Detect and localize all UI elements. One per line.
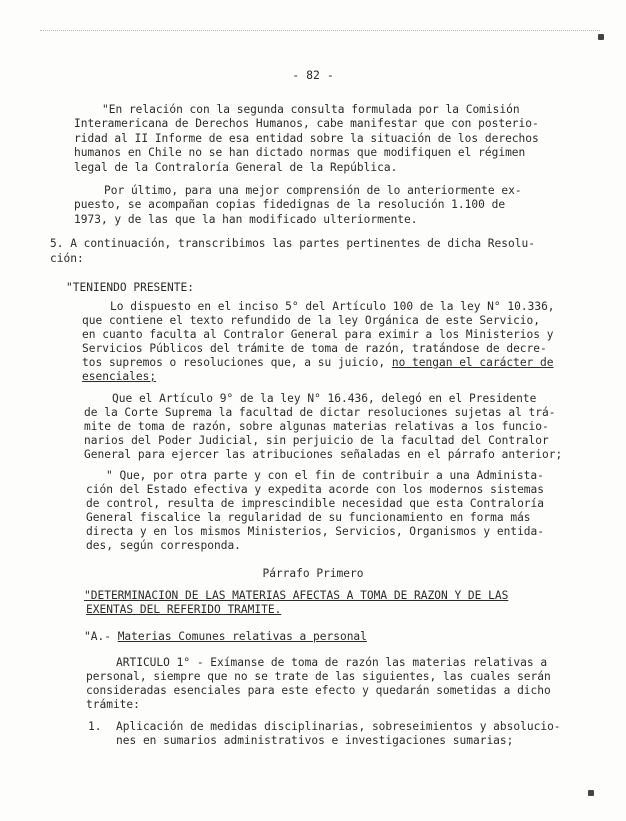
underlined-text: esenciales; <box>82 370 157 383</box>
section-title: "DETERMINACION DE LAS MATERIAS AFECTAS A TOMA DE RAZON Y DE LAS <box>84 589 509 602</box>
subsection-prefix: "A.- <box>84 630 118 643</box>
text-line: en cuanto faculta al Contralor General para eximir a los Ministerios y <box>82 328 554 341</box>
text-line: ridad al II Informe de esa entidad sobre la situación de los derechos <box>74 132 539 145</box>
section-title: EXENTAS DEL REFERIDO TRAMITE. <box>86 603 282 616</box>
section-heading: "TENIENDO PRESENTE: <box>66 281 194 294</box>
top-rule <box>40 30 600 32</box>
text-line: puesto, se acompañan copias fidedignas de la resolución 1.100 de <box>74 198 506 211</box>
underlined-text: Materias Comunes relativas a personal <box>117 630 367 643</box>
margin-mark <box>598 34 604 40</box>
text-line: directa y en los mismos Ministerios, Servicios, Organismos y entida- <box>86 525 545 538</box>
text-line <box>82 356 554 370</box>
list-item: Aplicación de medidas disciplinarias, sobreseimientos y absolucio- <box>116 720 561 733</box>
underlined-text: no tengan el carácter de <box>391 356 554 369</box>
page-number: - 82 - <box>292 68 334 82</box>
text-line: de la Corte Suprema la facultad de dictar resoluciones sujetas al trá- <box>84 406 556 419</box>
text-span: tos supremos o resoluciones que, a su juicio, <box>82 356 392 369</box>
text-line: Lo dispuesto en el inciso 5° del Artículo 100 de la ley N° 10.336, <box>110 300 555 313</box>
text-line: legal de la Contraloría General de la República. <box>74 161 398 174</box>
text-line: narios del Poder Judicial, sin perjuicio de la facultad del Contralor <box>84 434 549 447</box>
text-line: General para ejercer las atribuciones señaladas en el párrafo anterior; <box>84 448 563 461</box>
text-line: ción: <box>50 252 84 265</box>
text-line: " Que, por otra parte y con el fin de contribuir a una Administa- <box>106 469 544 482</box>
text-line: consideradas esenciales para este efecto y quedarán sometidas a dicho <box>86 684 551 697</box>
text-line: 5. A continuación, transcribimos las partes pertinentes de dicha Resolu- <box>50 237 535 250</box>
text-line: ción del Estado efectiva y expedita acorde con los modernos sistemas <box>86 483 545 496</box>
text-line: "En relación con la segunda consulta formulada por la Comisión <box>102 103 520 116</box>
text-line: Que el Artículo 9° de la ley N° 16.436, delegó en el Presidente <box>112 392 537 405</box>
text-line: mite de toma de razón, sobre algunas materias relativas a los funcio- <box>84 420 549 433</box>
text-line: ARTICULO 1° - Exímanse de toma de razón las materias relativas a <box>116 656 548 669</box>
text-line: Por último, para una mejor comprensión de lo anteriormente ex- <box>104 184 522 197</box>
text-line: des, según corresponda. <box>86 539 241 552</box>
text-line: personal, siempre que no se trate de las siguientes, las cuales serán <box>86 670 551 683</box>
text-line: que contiene el texto refundido de la ley Orgánica de este Servicio, <box>82 314 541 327</box>
text-line: humanos en Chile no se han dictado normas que modifiquen el régimen <box>74 146 526 159</box>
parrafo-heading: Párrafo Primero <box>262 567 364 580</box>
text-line: General fiscalice la regularidad de su funcionamiento en forma más <box>86 511 531 524</box>
list-number: 1. <box>88 720 102 733</box>
text-line: de control, resulta de imprescindible necesidad que esta Contraloría <box>86 497 545 510</box>
subsection-title <box>84 630 367 644</box>
text-line: Interamericana de Derechos Humanos, cabe manifestar que con posterio- <box>74 117 539 130</box>
text-line: Servicios Públicos del trámite de toma de razón, tratándose de decre- <box>82 342 547 355</box>
list-item: nes en sumarios administrativos e investigaciones sumarias; <box>116 734 514 747</box>
text-line: 1973, y de las que la han modificado ulteriormente. <box>74 213 418 226</box>
margin-mark <box>588 790 594 796</box>
text-line: trámite: <box>86 698 140 711</box>
